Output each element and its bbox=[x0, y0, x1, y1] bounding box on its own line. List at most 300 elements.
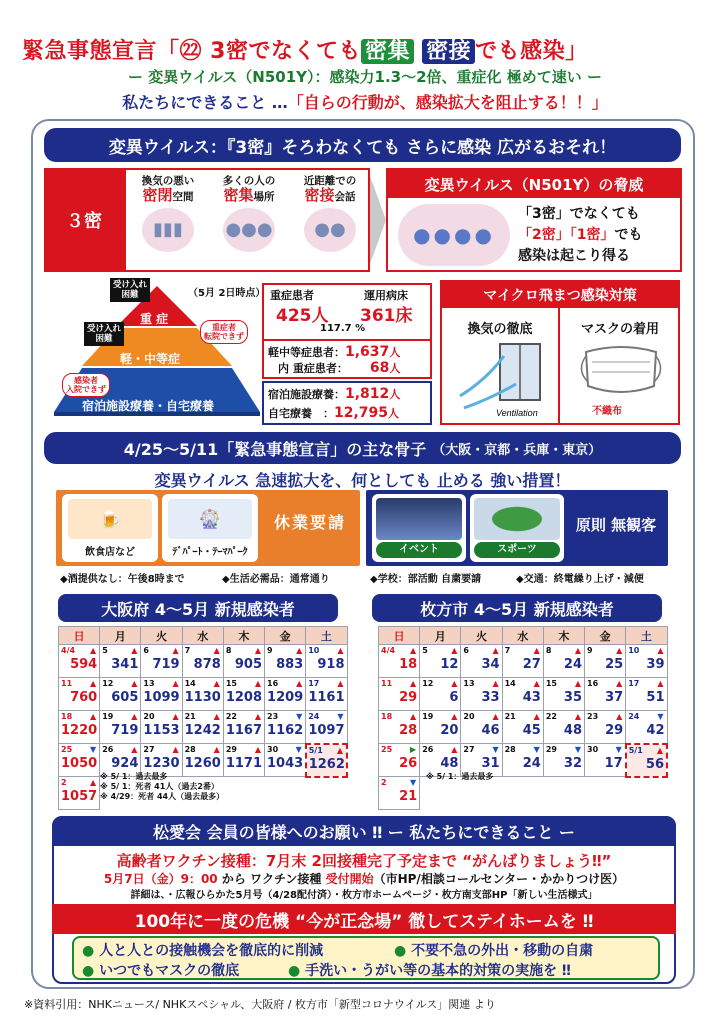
day-number: 15 bbox=[225, 679, 237, 688]
calendar-day bbox=[223, 711, 264, 744]
case-count: 918 bbox=[317, 657, 345, 672]
calendar-day bbox=[306, 645, 347, 678]
arrow-right-icon bbox=[370, 176, 386, 264]
calendar-day bbox=[141, 678, 182, 711]
case-count: 1208 bbox=[225, 690, 263, 705]
day-number: 23 bbox=[267, 712, 279, 721]
osaka-notes: ※ 5/ 1：過去最多 ※ 5/ 1：死者 41人（過去2番） ※ 4/29：死者 44人（過去最多） bbox=[100, 772, 225, 801]
calendar-day bbox=[306, 678, 347, 711]
day-number: 11 bbox=[61, 679, 73, 688]
calendar-day bbox=[420, 645, 461, 678]
ventilation-label: 換気の徹底 bbox=[467, 322, 533, 337]
crowd-icon: ●●● bbox=[223, 208, 275, 252]
day-number: 5 bbox=[422, 646, 428, 655]
day-number: 12 bbox=[102, 679, 114, 688]
case-count: 17 bbox=[604, 756, 623, 771]
calendar-day bbox=[141, 711, 182, 744]
calendar-day bbox=[461, 645, 502, 678]
day-number: 10 bbox=[308, 646, 320, 655]
calendar-day bbox=[502, 711, 543, 744]
weekday-header: 木 bbox=[543, 627, 584, 645]
weekday-header: 火 bbox=[141, 627, 182, 645]
note-school: ◆学校：部活動 自粛要請 bbox=[370, 574, 482, 585]
divider bbox=[558, 308, 560, 423]
case-count: 46 bbox=[481, 723, 500, 738]
arrow-down-icon: ▼ bbox=[410, 778, 417, 787]
case-count: 905 bbox=[234, 657, 263, 672]
stay-home-banner: 100年に一度の危機 “今が正念場” 徹してステイホームを ‼ bbox=[52, 904, 676, 934]
pyramid-date: （5月 2日時点） bbox=[188, 288, 266, 299]
arrow-up-icon: ▲ bbox=[90, 778, 97, 787]
stadium-icon bbox=[474, 498, 560, 540]
arrow-up-icon: ▲ bbox=[451, 646, 458, 655]
weekday-header: 日 bbox=[379, 627, 420, 645]
calendar-day bbox=[502, 744, 543, 777]
case-count: 39 bbox=[646, 657, 665, 672]
arrow-up-icon: ▲ bbox=[533, 646, 540, 655]
vaccine-headline: 高齢者ワクチン接種：7月末 2回接種完了予定まで “がんばりましょう‼” bbox=[116, 852, 612, 870]
arrow-up-icon: ▲ bbox=[574, 646, 582, 655]
day-number: 2 bbox=[61, 778, 67, 787]
measure-item: ● 不要不急の外出・移動の自粛 bbox=[394, 943, 594, 959]
day-number: 29 bbox=[225, 745, 237, 754]
calendar-day bbox=[100, 645, 141, 678]
day-number: 29 bbox=[545, 745, 557, 754]
case-count: 28 bbox=[399, 723, 418, 738]
day-number: 6 bbox=[143, 646, 149, 655]
day-number: 19 bbox=[422, 712, 434, 721]
hirakata-calendar bbox=[378, 626, 668, 810]
member-request-bar: 松愛会 会員の皆様へのお願い ‼ ー 私たちにできること ー bbox=[52, 816, 676, 846]
arrow-up-icon: ▲ bbox=[296, 679, 303, 688]
calendar-day bbox=[626, 711, 667, 744]
case-count: 1099 bbox=[143, 690, 180, 705]
calendar-day bbox=[379, 777, 420, 810]
calendar-day bbox=[223, 645, 264, 678]
mild-stats: 軽中等症患者：1,637人 内 重症患者： 68人 bbox=[262, 341, 432, 379]
arrow-up-icon: ▲ bbox=[533, 712, 540, 721]
calendar-day bbox=[223, 744, 264, 777]
arrow-up-icon: ▲ bbox=[254, 646, 262, 655]
day-number: 22 bbox=[225, 712, 237, 721]
arrow-up-icon: ▲ bbox=[410, 712, 417, 721]
day-number: 18 bbox=[61, 712, 73, 721]
arrow-up-icon: ▲ bbox=[254, 712, 262, 721]
day-number: 4/4 bbox=[381, 646, 396, 655]
day-number: 17 bbox=[628, 679, 640, 688]
day-number: 9 bbox=[587, 646, 593, 655]
conversation-icon: ●● bbox=[304, 208, 356, 252]
weekday-header: 木 bbox=[223, 627, 264, 645]
calendar-day bbox=[626, 744, 667, 777]
mask-label: マスクの着用 bbox=[580, 322, 659, 337]
hirakata-calendar-title: 枚方市 4〜5月 新規感染者 bbox=[372, 594, 662, 622]
mask-caption: 不織布 bbox=[592, 406, 622, 417]
arrow-up-icon: ▲ bbox=[131, 712, 138, 721]
arrow-up-icon: ▲ bbox=[131, 679, 138, 688]
day-number: 24 bbox=[308, 712, 320, 721]
case-count: 21 bbox=[399, 789, 418, 804]
arrow-up-icon: ▲ bbox=[131, 646, 138, 655]
weekday-header: 月 bbox=[420, 627, 461, 645]
closure-label: 休業要請 bbox=[273, 513, 346, 532]
calendar-day bbox=[182, 678, 223, 711]
day-number: 19 bbox=[102, 712, 114, 721]
case-count: 24 bbox=[563, 657, 583, 672]
arrow-up-icon: ▲ bbox=[451, 679, 458, 688]
calendar-day bbox=[420, 678, 461, 711]
card-event: イベント bbox=[372, 494, 466, 562]
arrow-up-icon: ▲ bbox=[492, 712, 499, 721]
case-count: 1242 bbox=[184, 723, 221, 738]
day-number: 16 bbox=[267, 679, 279, 688]
day-number: 12 bbox=[422, 679, 434, 688]
title-box-missyu: 密集 bbox=[361, 39, 414, 64]
osaka-calendar-title: 大阪府 4〜5月 新規感染者 bbox=[58, 594, 338, 622]
calendar-day bbox=[543, 645, 584, 678]
case-count: 43 bbox=[522, 690, 541, 705]
home-stats: 宿泊施設療養：1,812人 自宅療養 ：12,795人 bbox=[262, 381, 432, 425]
calendar-day bbox=[543, 744, 584, 777]
day-number: 7 bbox=[184, 646, 191, 655]
calendar-day bbox=[223, 678, 264, 711]
calendar-day bbox=[265, 645, 306, 678]
calendar-day bbox=[59, 645, 100, 678]
weekday-header: 金 bbox=[585, 627, 626, 645]
measure-item: ● 手洗い・うがい等の基本的対策の実施を ‼ bbox=[288, 963, 571, 979]
day-number: 22 bbox=[545, 712, 557, 721]
calendar-day bbox=[502, 678, 543, 711]
arrow-down-icon: ▼ bbox=[533, 745, 540, 754]
vaccine-reservation: 5月7日（金）9：00 から ワクチン接種 受付開始（市HP/相談コールセンター・かかりつけ医） bbox=[103, 872, 625, 886]
note-essentials: ◆生活必需品：通常通り bbox=[222, 574, 330, 585]
calendar-day bbox=[182, 711, 223, 744]
case-count: 1050 bbox=[61, 756, 98, 771]
arrow-up-icon: ▲ bbox=[90, 712, 97, 721]
arrow-up-icon: ▲ bbox=[213, 646, 220, 655]
case-count: 719 bbox=[111, 723, 139, 738]
tagline: 私たちにできること …「自らの行動が、感染拡大を阻止する！！」 bbox=[122, 93, 608, 112]
case-count: 25 bbox=[605, 657, 624, 672]
day-number: 5/1 bbox=[628, 745, 643, 755]
case-count: 719 bbox=[152, 657, 180, 672]
calendar-day bbox=[420, 711, 461, 744]
day-number: 8 bbox=[545, 646, 552, 655]
arrow-up-icon: ▲ bbox=[616, 679, 623, 688]
arrow-down-icon: ▼ bbox=[296, 712, 303, 721]
people-icon: ●●●● bbox=[398, 204, 510, 266]
weekday-header: 土 bbox=[306, 627, 347, 645]
measure-item: ● 人と人との接触機会を徹底的に削減 bbox=[82, 943, 324, 959]
case-count: 29 bbox=[605, 723, 624, 738]
arrow-up-icon: ▲ bbox=[616, 646, 623, 655]
no-spectators-label: 原則 無観客 bbox=[575, 516, 657, 534]
case-count: 1220 bbox=[61, 723, 98, 738]
day-number: 30 bbox=[587, 745, 599, 754]
arrow-up-icon: ▲ bbox=[410, 679, 417, 688]
weekday-header: 水 bbox=[502, 627, 543, 645]
weekday-header: 土 bbox=[626, 627, 667, 645]
calendar-day bbox=[265, 744, 306, 777]
vaccine-details: 詳細は、・広報ひらかた5月号（4/28配付済）・枚方市ホームページ・枚方南支部HP「新しい生活様式」 bbox=[130, 890, 598, 901]
case-count: 32 bbox=[563, 756, 583, 771]
arrow-down-icon: ▼ bbox=[574, 745, 582, 754]
case-count: 27 bbox=[522, 657, 541, 672]
case-count: 12 bbox=[440, 657, 459, 672]
arrow-up-icon: ▲ bbox=[656, 745, 663, 755]
empty-cell bbox=[585, 777, 626, 810]
calendar-day bbox=[626, 645, 667, 678]
arrow-up-icon: ▲ bbox=[254, 679, 262, 688]
case-count: 48 bbox=[563, 723, 583, 738]
calendar-day bbox=[626, 678, 667, 711]
arrow-up-icon: ▲ bbox=[172, 712, 179, 721]
basic-measures-list bbox=[72, 936, 660, 980]
day-number: 24 bbox=[628, 712, 640, 721]
calendar-day bbox=[585, 645, 626, 678]
arrow-up-icon: ▲ bbox=[172, 745, 179, 754]
mitsu-label: ３密 bbox=[44, 168, 124, 272]
concert-icon bbox=[376, 498, 462, 540]
case-count: 1171 bbox=[225, 756, 263, 771]
day-number: 27 bbox=[463, 745, 475, 754]
day-number: 2 bbox=[381, 778, 387, 787]
day-number: 6 bbox=[463, 646, 469, 655]
case-count: 42 bbox=[646, 723, 665, 738]
card-restaurants: 🍺 飲食店など bbox=[62, 494, 158, 562]
case-count: 56 bbox=[645, 756, 664, 772]
case-count: 924 bbox=[111, 756, 139, 771]
calendar-day bbox=[379, 711, 420, 744]
calendar-day bbox=[100, 711, 141, 744]
mask-icon bbox=[576, 342, 666, 398]
calendar-day bbox=[182, 645, 223, 678]
case-count: 1209 bbox=[267, 690, 304, 705]
arrow-up-icon: ▲ bbox=[574, 712, 582, 721]
day-number: 28 bbox=[184, 745, 196, 754]
mitsu-close-contact: 近距離での 密接会話 ●● bbox=[290, 174, 370, 252]
calendar-day bbox=[265, 678, 306, 711]
svg-text:Ventilation: Ventilation bbox=[496, 408, 538, 418]
subtitle: ー 変異ウイルス（N501Y）：感染力1.3〜2倍、重症化 極めて速い ー bbox=[127, 68, 602, 86]
empty-cell bbox=[265, 777, 306, 810]
micro-droplet-head: マイクロ飛まつ感染対策 bbox=[442, 282, 678, 308]
day-number: 5 bbox=[102, 646, 108, 655]
note-alcohol: ◆酒提供なし：午後8時まで bbox=[60, 574, 185, 585]
case-count: 1230 bbox=[143, 756, 180, 771]
calendar-day bbox=[59, 777, 100, 810]
calendar-day bbox=[502, 645, 543, 678]
day-number: 4/4 bbox=[61, 646, 76, 655]
case-count: 1161 bbox=[308, 690, 345, 705]
day-number: 28 bbox=[504, 745, 516, 754]
arrow-up-icon: ▲ bbox=[451, 712, 458, 721]
declaration-bar: 4/25〜5/11「緊急事態宣言」の主な骨子 （大阪・京都・兵庫・東京） bbox=[44, 432, 681, 464]
case-count: 883 bbox=[276, 657, 304, 672]
calendar-day bbox=[543, 678, 584, 711]
day-number: 8 bbox=[225, 646, 232, 655]
tag-hard-accept-1: 受け入れ 困難 bbox=[110, 278, 150, 302]
day-number: 21 bbox=[184, 712, 196, 721]
case-count: 1043 bbox=[267, 756, 304, 771]
tag-admission: 感染者 入院できず bbox=[62, 373, 110, 397]
day-number: 18 bbox=[381, 712, 393, 721]
arrow-up-icon: ▲ bbox=[410, 646, 417, 655]
calendar-day bbox=[585, 744, 626, 777]
arrow-up-icon: ▲ bbox=[533, 679, 540, 688]
arrow-up-icon: ▲ bbox=[296, 646, 303, 655]
calendar-day bbox=[141, 645, 182, 678]
note-transport: ◆交通：終電繰り上げ・減便 bbox=[516, 574, 644, 585]
day-number: 26 bbox=[102, 745, 114, 754]
case-count: 1153 bbox=[143, 723, 180, 738]
calendar-day bbox=[379, 645, 420, 678]
day-number: 20 bbox=[463, 712, 475, 721]
variant-warning-bar: 変異ウイルス：『3密』そろわなくても さらに感染 広がるおそれ！ bbox=[44, 128, 681, 162]
hirakata-notes: ※ 5/ 1：過去最多 bbox=[426, 772, 494, 781]
day-number: 13 bbox=[143, 679, 155, 688]
day-number: 14 bbox=[504, 679, 516, 688]
case-count: 1057 bbox=[61, 789, 98, 804]
measure-item: ● いつでもマスクの徹底 bbox=[82, 963, 240, 979]
arrow-up-icon: ▲ bbox=[213, 712, 220, 721]
arrow-up-icon: ▲ bbox=[492, 679, 499, 688]
case-count: 29 bbox=[399, 690, 418, 705]
arrow-down-icon: ▼ bbox=[615, 745, 622, 754]
calendar-day bbox=[100, 678, 141, 711]
day-number: 14 bbox=[184, 679, 196, 688]
case-count: 1167 bbox=[225, 723, 263, 738]
variant-head: 変異ウイルス（N501Y）の脅威 bbox=[388, 170, 680, 198]
day-number: 13 bbox=[463, 679, 475, 688]
arrow-up-icon: ▲ bbox=[254, 745, 262, 754]
day-number: 23 bbox=[587, 712, 599, 721]
case-count: 760 bbox=[70, 690, 98, 705]
case-count: 31 bbox=[481, 756, 500, 771]
case-count: 33 bbox=[481, 690, 500, 705]
calendar-day bbox=[461, 711, 502, 744]
calendar-day bbox=[59, 744, 100, 777]
calendar-day bbox=[585, 711, 626, 744]
empty-cell bbox=[306, 777, 347, 810]
day-number: 15 bbox=[545, 679, 557, 688]
arrow-up-icon: ▲ bbox=[492, 646, 499, 655]
weekday-header: 月 bbox=[100, 627, 141, 645]
case-count: 1260 bbox=[184, 756, 221, 771]
day-number: 27 bbox=[143, 745, 155, 754]
day-number: 10 bbox=[628, 646, 640, 655]
case-count: 35 bbox=[563, 690, 583, 705]
day-number: 20 bbox=[143, 712, 155, 721]
arrow-up-icon: ▲ bbox=[131, 745, 138, 754]
case-count: 1130 bbox=[184, 690, 221, 705]
day-number: 25 bbox=[381, 745, 393, 754]
pyramid-mid-label: 軽・中等症 bbox=[120, 352, 181, 366]
weekday-header: 金 bbox=[265, 627, 306, 645]
case-count: 24 bbox=[522, 756, 541, 771]
day-number: 17 bbox=[308, 679, 320, 688]
ferris-wheel-icon: 🎡 bbox=[168, 499, 252, 539]
calendar-day bbox=[265, 711, 306, 744]
ventilation-icon bbox=[456, 340, 548, 420]
title-box-missetsu: 密接 bbox=[422, 39, 475, 64]
calendar-day bbox=[543, 711, 584, 744]
case-count: 6 bbox=[449, 690, 459, 705]
day-number: 7 bbox=[504, 646, 511, 655]
arrow-up-icon: ▲ bbox=[616, 712, 623, 721]
calendar-day bbox=[59, 678, 100, 711]
case-count: 1097 bbox=[308, 723, 345, 738]
arrow-down-icon: ▼ bbox=[295, 745, 302, 754]
case-count: 1162 bbox=[267, 723, 304, 738]
measures-headline: 変異ウイルス 急速拡大を、何としても 止める 強い措置！ bbox=[154, 471, 571, 490]
day-number: 26 bbox=[422, 745, 434, 754]
day-number: 5/1 bbox=[308, 745, 323, 755]
arrow-up-icon: ▲ bbox=[213, 679, 220, 688]
calendar-day bbox=[59, 711, 100, 744]
arrow-up-icon: ▲ bbox=[657, 679, 664, 688]
arrow-up-icon: ▲ bbox=[336, 745, 343, 755]
pyramid-top-label: 重 症 bbox=[140, 312, 169, 326]
arrow-up-icon: ▲ bbox=[451, 745, 458, 754]
calendar-day bbox=[585, 678, 626, 711]
calendar-day bbox=[461, 678, 502, 711]
case-count: 26 bbox=[399, 756, 418, 771]
case-count: 37 bbox=[605, 690, 624, 705]
empty-cell bbox=[543, 777, 584, 810]
case-count: 48 bbox=[440, 756, 459, 771]
day-number: 11 bbox=[381, 679, 393, 688]
arrow-up-icon: ▲ bbox=[574, 679, 582, 688]
calendar-day bbox=[379, 678, 420, 711]
calendar-day bbox=[379, 744, 420, 777]
mitsu-box bbox=[124, 168, 370, 272]
beer-icon: 🍺 bbox=[68, 499, 152, 539]
weekday-header: 水 bbox=[182, 627, 223, 645]
case-count: 878 bbox=[193, 657, 221, 672]
tag-transfer: 重症者 転院できず bbox=[200, 320, 248, 344]
arrow-up-icon: ▲ bbox=[90, 679, 97, 688]
mitsu-crowded: 多くの人の 密集場所 ●●● bbox=[209, 174, 289, 252]
source-citation: ※資料引用：NHKニュース/ NHKスペシャル、大阪府 / 枚方市「新型コロナウイルス」関連 より bbox=[24, 998, 496, 1011]
case-count: 45 bbox=[522, 723, 541, 738]
case-count: 341 bbox=[111, 657, 139, 672]
case-count: 20 bbox=[440, 723, 459, 738]
day-number: 30 bbox=[267, 745, 279, 754]
empty-cell bbox=[502, 777, 543, 810]
card-dept-store: 🎡 ﾃﾞﾊﾟｰﾄ・ﾃｰﾏﾊﾟｰｸ bbox=[162, 494, 258, 562]
arrow-up-icon: ▲ bbox=[657, 646, 664, 655]
day-number: 16 bbox=[587, 679, 599, 688]
calendar-day bbox=[306, 744, 347, 777]
day-number: 25 bbox=[61, 745, 73, 754]
calendar-day bbox=[306, 711, 347, 744]
arrow-down-icon: ▼ bbox=[657, 712, 664, 721]
card-sports: スポーツ bbox=[470, 494, 564, 562]
arrow-up-icon: ▲ bbox=[172, 646, 179, 655]
arrow-down-icon: ▼ bbox=[337, 712, 344, 721]
arrow-right-icon: ▶ bbox=[410, 745, 417, 754]
case-count: 51 bbox=[646, 690, 665, 705]
empty-cell bbox=[626, 777, 667, 810]
weekday-header: 日 bbox=[59, 627, 100, 645]
case-count: 34 bbox=[481, 657, 500, 672]
arrow-up-icon: ▲ bbox=[337, 646, 344, 655]
case-count: 594 bbox=[70, 657, 98, 672]
empty-cell bbox=[223, 777, 264, 810]
tag-hard-accept-2: 受け入れ 困難 bbox=[84, 322, 124, 346]
case-count: 605 bbox=[111, 690, 139, 705]
